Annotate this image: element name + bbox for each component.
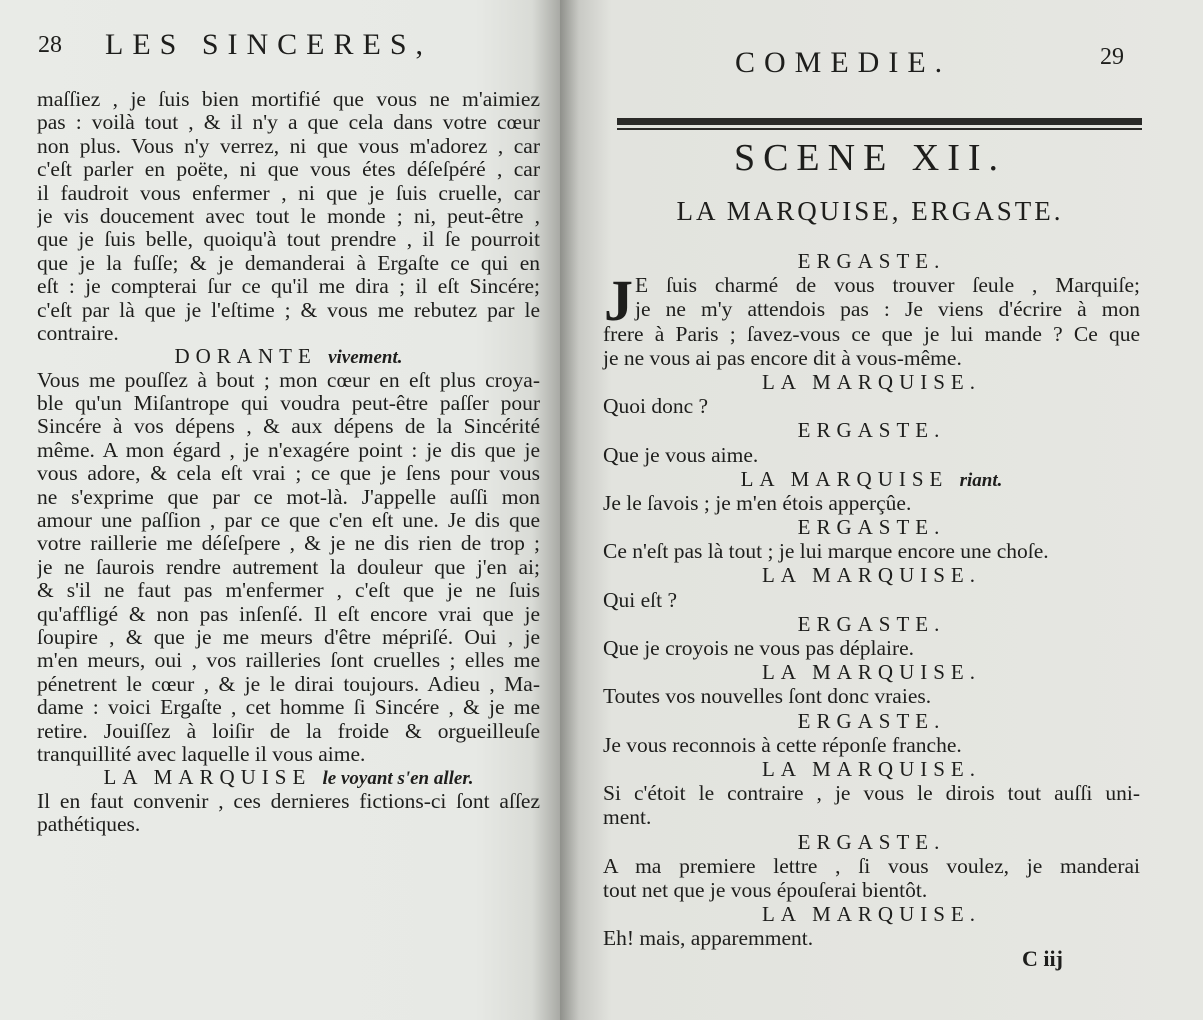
speaker-heading [37, 766, 540, 789]
speaker-heading [603, 418, 1140, 442]
header-rule-thin [617, 128, 1142, 130]
text-line: c'eſt par là que je l'eſtime ; & vous me rebutez par le [37, 298, 540, 322]
speaker-heading [603, 709, 1140, 733]
speaker-heading [603, 467, 1140, 491]
text-line: je vis doucement avec tout le monde ; ni, peut-être , [37, 204, 540, 228]
running-head: LES SINCERES, [105, 28, 433, 61]
speaker-name: DORANTE [174, 344, 317, 369]
text-line: je ne m'y attendois pas : Je viens d'écrire à mon [635, 297, 1140, 322]
text-line: Eh! mais, apparemment. [603, 926, 814, 951]
speaker-heading [603, 830, 1140, 854]
drop-cap: J [604, 268, 633, 333]
speaker-heading [603, 660, 1140, 684]
speaker-name: ERGASTE. [797, 418, 946, 443]
text-line: pathétiques. [37, 812, 141, 837]
page-number: 28 [38, 32, 62, 58]
speaker-name: ERGASTE. [797, 708, 946, 733]
scene-characters: LA MARQUISE, ERGASTE. [676, 196, 1064, 226]
text-line: amour une paſſion , par ce que c'en eſt une. Je dis que [37, 509, 540, 533]
text-line: Je le ſavois ; je m'en étois apperçûe. [603, 490, 912, 515]
text-line: même. A mon égard , je n'exagére point : je dis que je [37, 438, 540, 462]
speaker-name: ERGASTE. [797, 829, 946, 854]
text-line: je ne vous ai pas encore dit à vous-même. [603, 345, 962, 370]
text-line: votre raillerie me déſeſpere , & je ne dis rien de trop ; [37, 532, 540, 556]
speaker-name: ERGASTE. [797, 515, 946, 540]
speaker-heading [603, 902, 1140, 926]
text-line: retire. Jouiſſez à loiſir de la froide & orgueilleuſe [37, 719, 540, 743]
text-line: frere à Paris ; ſavez-vous ce que je lui mande ? Ce que [603, 321, 1140, 346]
stage-direction: le voyant s'en aller. [322, 768, 474, 790]
speaker-name: LA MARQUISE [103, 765, 312, 790]
text-line: Quoi donc ? [603, 394, 709, 419]
left-page-text [37, 88, 540, 837]
speaker-heading [603, 515, 1140, 539]
text-line: tout net que je vous épouſerai bientôt. [603, 877, 928, 902]
signature-mark: C iij [1022, 946, 1063, 971]
text-line: Qui eſt ? [603, 587, 678, 612]
speaker-heading [603, 249, 1140, 273]
text-line: contraire. [37, 320, 119, 345]
text-line: ment. [603, 805, 652, 830]
text-line: ble qu'un Miſantrope qui voudra peut-être paſſer pour [37, 392, 540, 416]
left-page [0, 0, 560, 1020]
text-line: pas : voilà tout , & il n'y a que cela dans votre cœur [37, 111, 540, 135]
speaker-name: LA MARQUISE. [761, 756, 981, 781]
text-line: Ce n'eſt pas là tout ; je lui marque encore une choſe. [603, 539, 1049, 564]
text-line: que je la fuſſe; & je demanderai à Ergaſte ce qui en [37, 251, 540, 275]
speaker-heading [603, 563, 1140, 587]
text-line: que je ſuis belle, quoiqu'à tout prendre , il ſe pourroit [37, 228, 540, 252]
text-line: Que je croyois ne vous pas déplaire. [603, 636, 915, 660]
text-line: je ne ſaurois rendre autrement la douleur que j'en ai; [37, 555, 540, 579]
text-line: & s'il ne faut pas m'enfermer , c'eſt que je ne ſuis [37, 579, 540, 603]
text-line: eſt : je compterai ſur ce qu'il me dira ; il eſt Sincére; [37, 275, 540, 299]
text-line: pénetrent le cœur , & je le dirai toujours. Adieu , Ma- [37, 672, 540, 696]
speaker-name: ERGASTE. [797, 611, 946, 636]
speaker-name: LA MARQUISE. [761, 563, 981, 588]
speaker-heading [37, 345, 540, 368]
text-line: Vous me pouſſez à bout ; mon cœur en eſt plus croya- [37, 368, 540, 392]
text-line: Que je vous aime. [603, 442, 759, 467]
text-line: Je vous reconnois à cette réponſe franche. [603, 732, 962, 757]
text-line: tranquillité avec laquelle il vous aime. [37, 741, 366, 766]
text-line: m'en meurs, oui , vos railleries ſont cruelles ; elles me [37, 649, 540, 673]
speaker-name: LA MARQUISE. [761, 660, 981, 685]
text-line: Toutes vos nouvelles ſont donc vraies. [603, 684, 932, 709]
text-line: Il en faut convenir , ces dernieres fictions-ci ſont aſſez [37, 789, 540, 813]
text-line: A ma premiere lettre , ſi vous voulez, je manderai [603, 853, 1140, 878]
text-line: E ſuis charmé de vous trouver ſeule , Marquiſe; [635, 273, 1140, 298]
stage-direction: vivement. [328, 347, 403, 369]
page-number: 29 [1100, 44, 1124, 70]
right-page-text [603, 249, 1140, 950]
text-line: ſoupire , & que je me meurs d'être mépriſé. Oui , je [37, 625, 540, 649]
text-line: maſſiez , je ſuis bien mortifié que vous ne m'aimiez [37, 88, 540, 111]
speaker-name: LA MARQUISE. [761, 902, 981, 927]
scene-title: SCENE XII. [733, 137, 1007, 179]
text-line: non plus. Vous n'y verrez, ni que vous m'adorez , car [37, 134, 540, 158]
text-line: dame : voici Ergaſte , cet homme ſi Sincére , & je me [37, 696, 540, 720]
running-head: COMEDIE. [735, 46, 952, 79]
speaker-name: ERGASTE. [797, 249, 946, 273]
text-line: ne s'exprime que par ce mot-là. J'appelle auſſi mon [37, 485, 540, 509]
speaker-name: LA MARQUISE [740, 466, 949, 491]
text-line: c'eſt parler en poëte, ni que vous étes déſeſpéré , car [37, 158, 540, 182]
text-line: Si c'étoit le contraire , je vous le dirois tout auſſi uni- [603, 781, 1140, 806]
text-line: vous adore, & cela eſt vrai ; ce que je ſens pour vous [37, 462, 540, 486]
header-rule [617, 118, 1142, 125]
speaker-name: LA MARQUISE. [761, 369, 981, 394]
speaker-heading [603, 370, 1140, 394]
text-line: il faudroit vous enfermer , ni que je ſuis cruelle, car [37, 181, 540, 205]
stage-direction: riant. [959, 469, 1003, 491]
text-line: qu'affligé & non pas inſenſé. Il eſt encore vrai que je [37, 602, 540, 626]
text-line: Sincére à vos dépens , & aux dépens de la Sincérité [37, 415, 540, 439]
speaker-heading [603, 757, 1140, 781]
speaker-heading [603, 612, 1140, 636]
